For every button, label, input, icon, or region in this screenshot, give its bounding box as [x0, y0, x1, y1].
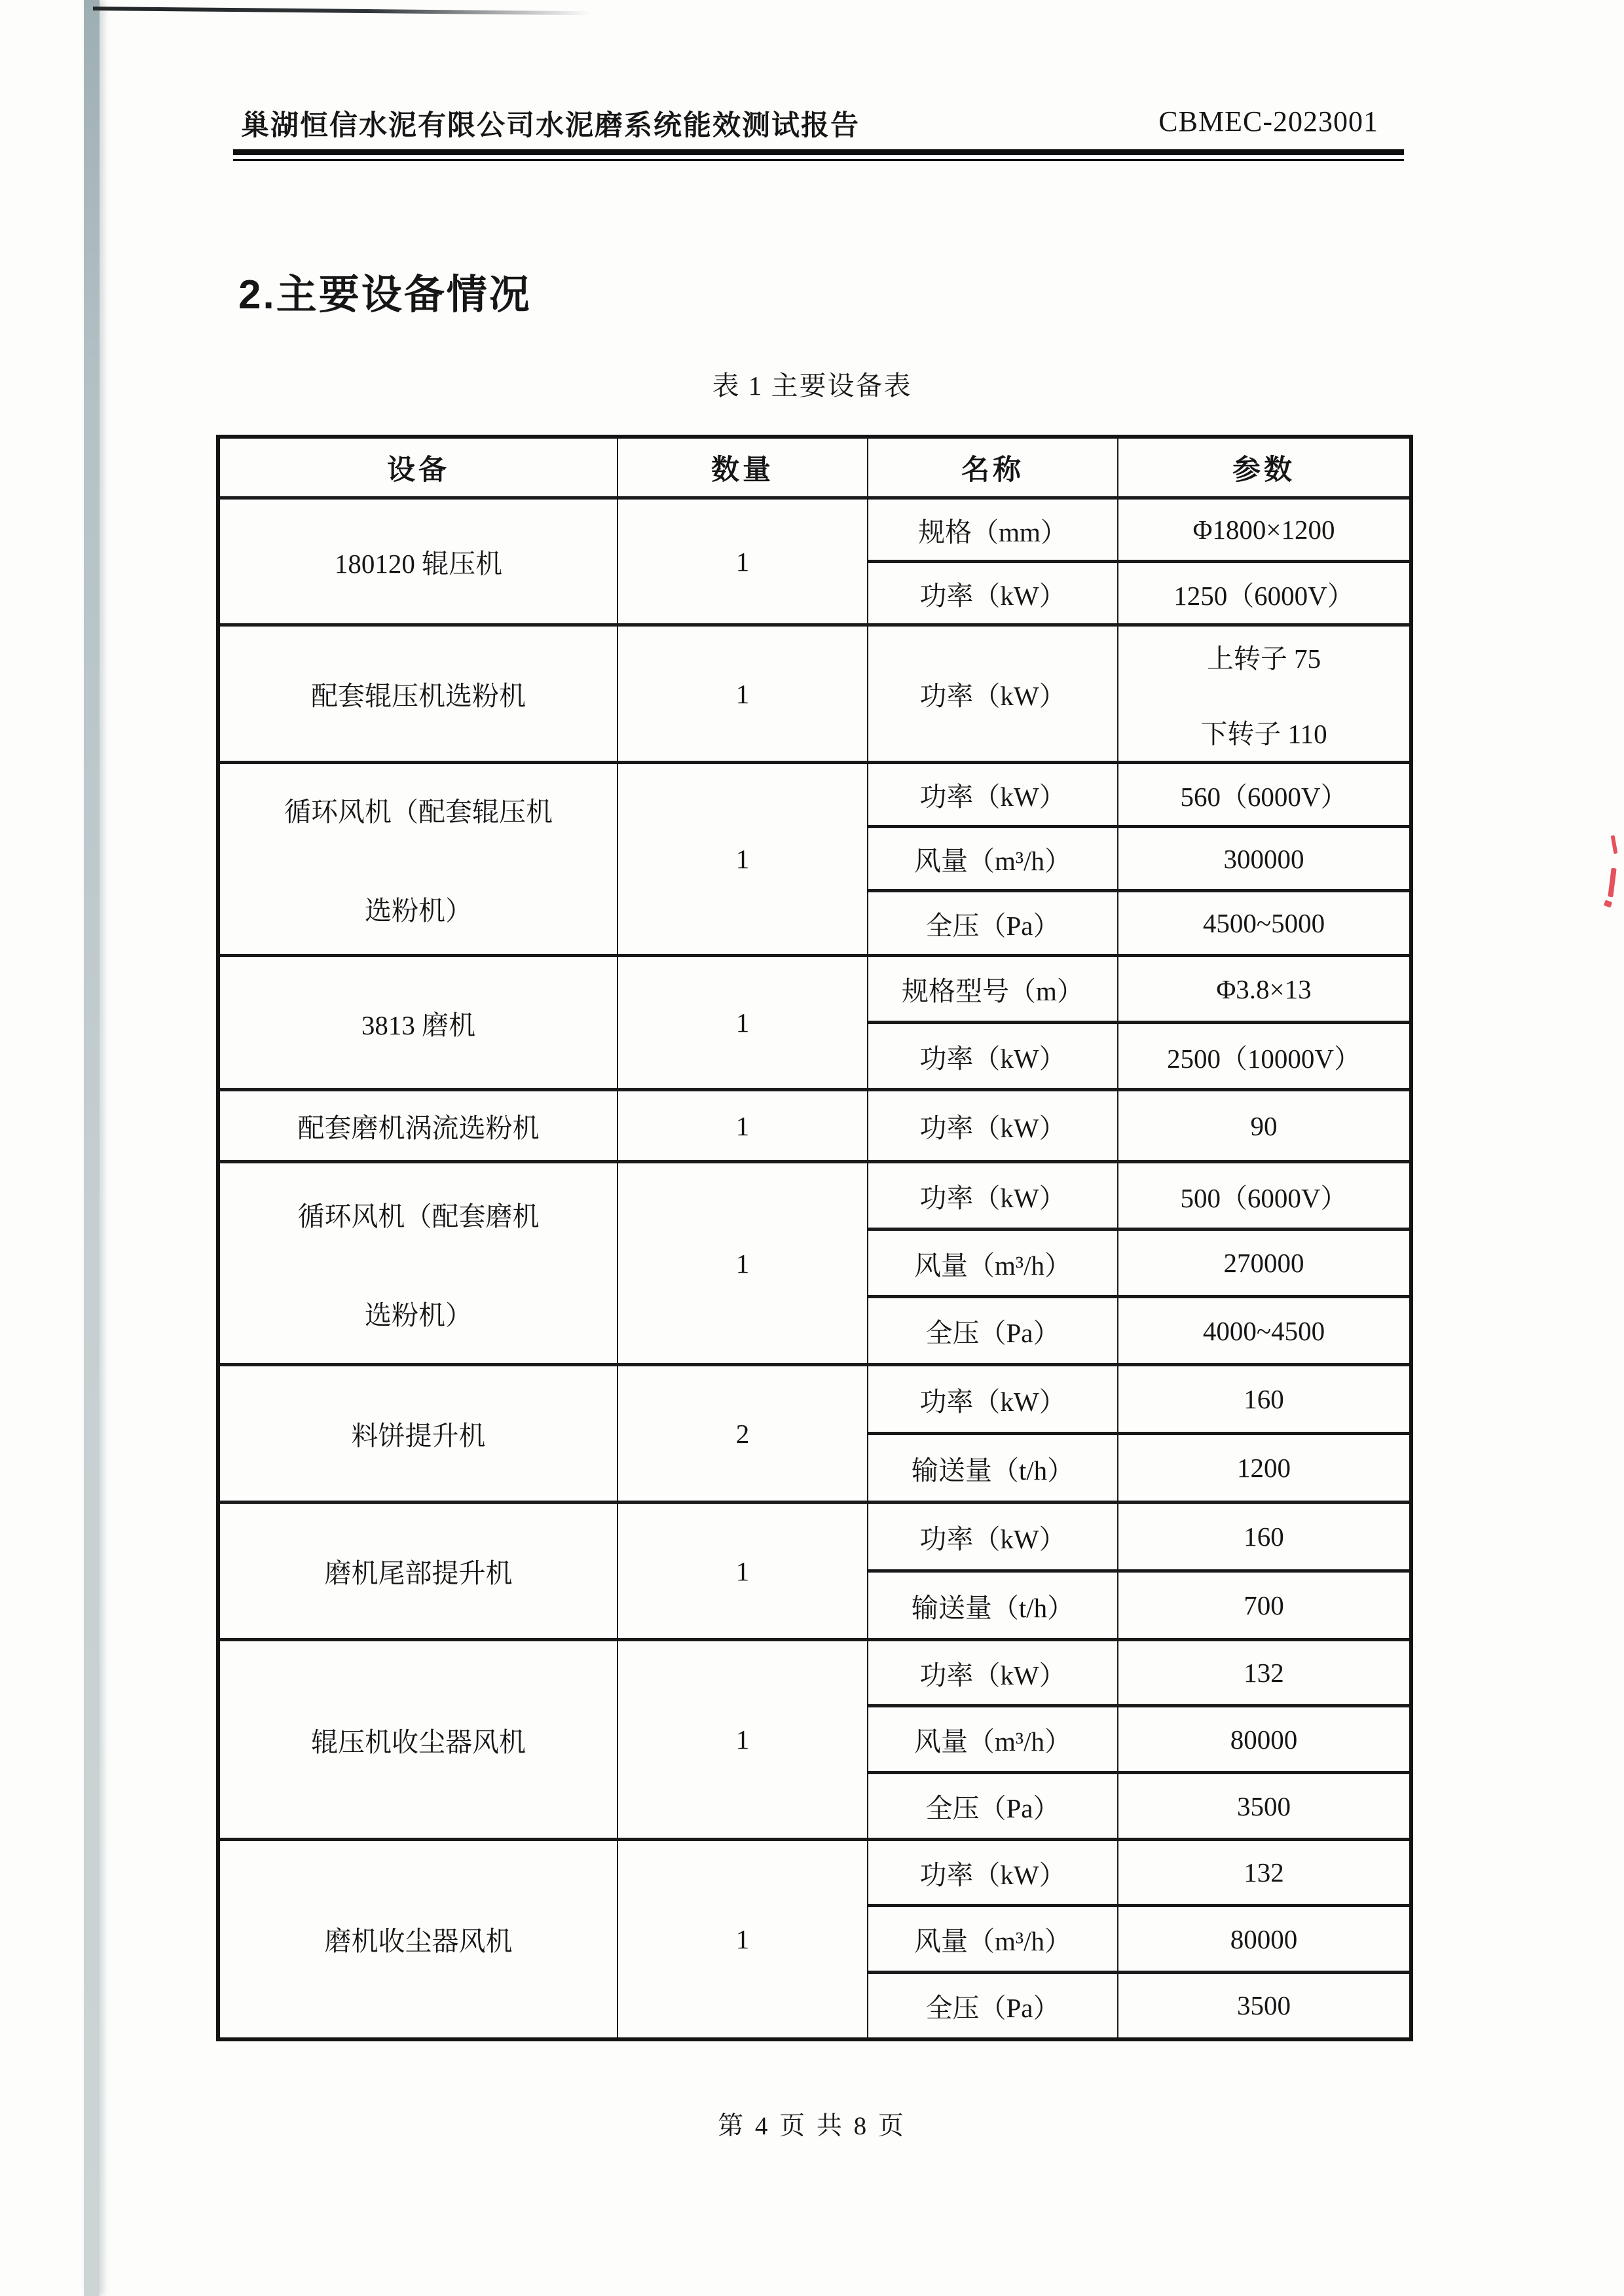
equipment-table-wrapper	[216, 435, 1409, 2041]
equipment-cell: 3813 磨机	[218, 956, 618, 1090]
parameter-value-cell: 上转子 75 下转子 110	[1118, 625, 1411, 763]
section-title: 2.主要设备情况	[238, 272, 532, 318]
parameter-value-cell: 80000	[1118, 1706, 1411, 1773]
parameter-name-cell: 输送量（t/h）	[868, 1434, 1118, 1503]
equipment-cell: 料饼提升机	[218, 1365, 618, 1503]
parameter-name-cell: 风量（m³/h）	[868, 1230, 1118, 1297]
quantity-cell: 1	[618, 763, 868, 956]
equipment-cell: 循环风机（配套磨机 选粉机）	[218, 1162, 618, 1365]
quantity-cell: 1	[618, 1503, 868, 1640]
parameter-name-cell: 风量（m³/h）	[868, 827, 1118, 891]
parameter-value-cell: 560（6000V）	[1118, 763, 1411, 827]
parameter-value-cell: 500（6000V）	[1118, 1162, 1411, 1230]
table-row	[218, 625, 1411, 763]
equipment-cell: 180120 辊压机	[218, 498, 618, 625]
red-bleed-mark	[1608, 868, 1616, 898]
parameter-name-cell: 功率（kW）	[868, 1162, 1118, 1230]
parameter-value-cell: 132	[1118, 1640, 1411, 1706]
parameter-value-cell: 132	[1118, 1840, 1411, 1906]
header-rule-thick	[233, 149, 1404, 155]
parameter-value-cell: Φ3.8×13	[1118, 956, 1411, 1023]
parameter-value-cell: 80000	[1118, 1906, 1411, 1973]
parameter-name-cell: 功率（kW）	[868, 1840, 1118, 1906]
column-header: 设备	[218, 437, 618, 498]
parameter-value-cell: 160	[1118, 1503, 1411, 1571]
parameter-value-cell: 3500	[1118, 1973, 1411, 2039]
parameter-value-cell: 160	[1118, 1365, 1411, 1434]
table-row	[218, 1365, 1411, 1434]
equipment-cell: 辊压机收尘器风机	[218, 1640, 618, 1840]
parameter-name-cell: 全压（Pa）	[868, 1773, 1118, 1840]
parameter-value-cell: 2500（10000V）	[1118, 1023, 1411, 1090]
red-bleed-mark	[1611, 835, 1618, 854]
quantity-cell: 2	[618, 1365, 868, 1503]
column-header: 数量	[618, 437, 868, 498]
page-number-footer: 第 4 页 共 8 页	[718, 2112, 906, 2140]
table-row	[218, 1503, 1411, 1571]
document-number: CBMEC-2023001	[1158, 105, 1378, 137]
table-row	[218, 1162, 1411, 1230]
parameter-name-cell: 功率（kW）	[868, 1023, 1118, 1090]
parameter-value-cell: 1200	[1118, 1434, 1411, 1503]
parameter-name-cell: 功率（kW）	[868, 1365, 1118, 1434]
column-header: 参数	[1118, 437, 1411, 498]
parameter-name-cell: 功率（kW）	[868, 1503, 1118, 1571]
column-header: 名称	[868, 437, 1118, 498]
table-row	[218, 763, 1411, 827]
parameter-name-cell: 全压（Pa）	[868, 1297, 1118, 1365]
table-row	[218, 498, 1411, 562]
parameter-name-cell: 功率（kW）	[868, 763, 1118, 827]
table-row	[218, 1640, 1411, 1706]
parameter-value-cell: 90	[1118, 1090, 1411, 1162]
table-caption: 表 1 主要设备表	[712, 371, 912, 401]
parameter-name-cell: 风量（m³/h）	[868, 1906, 1118, 1973]
red-bleed-mark	[1604, 900, 1612, 907]
quantity-cell: 1	[618, 625, 868, 763]
parameter-value-cell: 4500~5000	[1118, 891, 1411, 956]
equipment-cell: 配套磨机涡流选粉机	[218, 1090, 618, 1162]
equipment-table-head	[218, 437, 1411, 498]
parameter-name-cell: 全压（Pa）	[868, 891, 1118, 956]
table-row	[218, 956, 1411, 1023]
document-header-title: 巢湖恒信水泥有限公司水泥磨系统能效测试报告	[241, 110, 860, 141]
quantity-cell: 1	[618, 956, 868, 1090]
scan-edge-strip	[84, 0, 100, 2296]
parameter-name-cell: 功率（kW）	[868, 1090, 1118, 1162]
table-row	[218, 1840, 1411, 1906]
parameter-name-cell: 规格型号（m）	[868, 956, 1118, 1023]
parameter-name-cell: 功率（kW）	[868, 1640, 1118, 1706]
equipment-table-body	[218, 498, 1411, 2039]
quantity-cell: 1	[618, 1090, 868, 1162]
parameter-name-cell: 输送量（t/h）	[868, 1571, 1118, 1640]
equipment-cell: 磨机尾部提升机	[218, 1503, 618, 1640]
equipment-cell: 配套辊压机选粉机	[218, 625, 618, 763]
parameter-value-cell: 4000~4500	[1118, 1297, 1411, 1365]
equipment-cell: 磨机收尘器风机	[218, 1840, 618, 2039]
equipment-table	[216, 435, 1413, 2041]
parameter-name-cell: 功率（kW）	[868, 562, 1118, 625]
parameter-name-cell: 功率（kW）	[868, 625, 1118, 763]
quantity-cell: 1	[618, 1162, 868, 1365]
parameter-name-cell: 全压（Pa）	[868, 1973, 1118, 2039]
parameter-value-cell: 1250（6000V）	[1118, 562, 1411, 625]
quantity-cell: 1	[618, 1840, 868, 2039]
parameter-value-cell: 270000	[1118, 1230, 1411, 1297]
header-rule-thin	[233, 159, 1404, 161]
quantity-cell: 1	[618, 498, 868, 625]
table-row	[218, 1090, 1411, 1162]
parameter-name-cell: 规格（mm）	[868, 498, 1118, 562]
parameter-value-cell: 3500	[1118, 1773, 1411, 1840]
equipment-cell: 循环风机（配套辊压机 选粉机）	[218, 763, 618, 956]
parameter-name-cell: 风量（m³/h）	[868, 1706, 1118, 1773]
scan-top-edge-line	[93, 7, 591, 15]
quantity-cell: 1	[618, 1640, 868, 1840]
parameter-value-cell: Φ1800×1200	[1118, 498, 1411, 562]
parameter-value-cell: 300000	[1118, 827, 1411, 891]
parameter-value-cell: 700	[1118, 1571, 1411, 1640]
